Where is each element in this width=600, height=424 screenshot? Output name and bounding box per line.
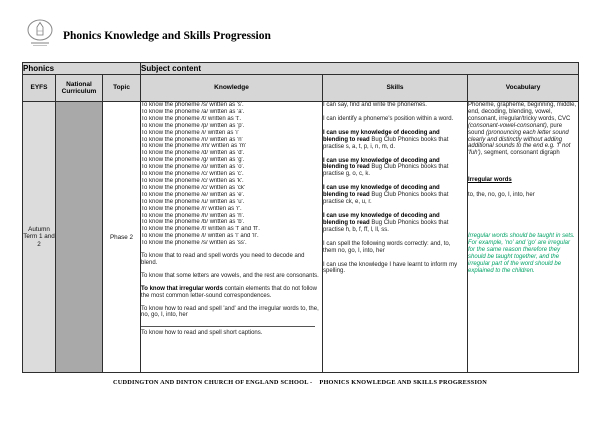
skills-bold-lead: I can use my knowledge of decoding and blending to read [323, 185, 440, 199]
skills-paragraph [323, 158, 465, 179]
cell-knowledge [141, 102, 323, 373]
phoneme-line: To know the phoneme /s/ written as 's'. [141, 102, 244, 108]
skills-text: Bug Club Phonics books that practise h, b, f, ff, l, ll, ss. [323, 219, 449, 233]
phoneme-line: To know the phoneme /c/ written as 'c'. [141, 171, 244, 178]
cell-national-curriculum [56, 102, 103, 373]
col-header-skills: Skills [323, 75, 468, 102]
phoneme-line: To know the phoneme /t/ written as 't'. [141, 115, 242, 122]
irregular-words-note: Irregular words should be taught in sets. For example, 'no' and 'go' are irregular for the same reason therefore they should be taught together, and the irregular part of the word should be explained to the children. [468, 233, 575, 274]
phoneme-line: To know the phoneme /b/ written as 'b'. [141, 219, 245, 226]
group-header-row [23, 63, 579, 75]
col-header-eyfs: EYFS [23, 75, 56, 102]
col-header-knowledge: Knowledge [141, 75, 323, 102]
vocab-segment: Phoneme, grapheme, beginning, middle, end, decoding, blending, vowel, consonant, irregular/tricky words, CVC [468, 102, 577, 122]
phoneme-line: To know the phoneme /d/ written as 'd'. [141, 150, 245, 157]
table-row [23, 102, 579, 373]
col-header-topic: Topic [103, 75, 141, 102]
skills-paragraph [323, 130, 465, 151]
phonics-progression-table [22, 62, 579, 373]
phoneme-line: To know the phoneme /u/ written as 'u'. [141, 198, 245, 205]
skills-bold-lead: I can use my knowledge of decoding and blending to read [323, 212, 440, 226]
page-title: Phonics Knowledge and Skills Progression [63, 30, 271, 42]
phoneme-line: To know the phoneme /o/ written as 'o'. [141, 164, 245, 171]
skills-paragraph [323, 213, 465, 234]
vocab-segment: , pure sound [468, 122, 563, 136]
skills-text: Bug Club Phonics books that practise s, a, t, p, i, n, m, d. [323, 136, 449, 150]
phoneme-line: To know the phoneme /s/ written as 'ss'. [141, 240, 247, 247]
skills-paragraph [323, 102, 465, 109]
phoneme-line: To know the phoneme /r/ written as 'r'. [141, 205, 242, 212]
vocab-segment: , segment, consonant digraph [480, 150, 560, 157]
skills-paragraph [323, 241, 465, 255]
column-header-row [23, 75, 579, 102]
phoneme-line: To know the phoneme /l/ written as 'l' and 'll'. [141, 233, 259, 240]
phoneme-line: To know the phoneme /n/ written as 'n' [141, 136, 243, 143]
cell-skills [323, 102, 468, 373]
phoneme-line: To know the phoneme /a/ written as 'a'. [141, 108, 245, 115]
phoneme-line: To know the phoneme /c/ written as 'k'. [141, 177, 244, 184]
page-footer: CUDDINGTON AND DINTON CHURCH OF ENGLAND SCHOOL - PHONICS KNOWLEDGE AND SKILLS PROGRESSION [113, 379, 487, 386]
irregular-words-heading: Irregular words [468, 177, 512, 184]
skills-text: I can spell the following words correctly: and, to, them no, go, I, into, her [323, 240, 451, 254]
skills-bold-lead: I can use my knowledge of decoding and blending to read [323, 157, 440, 171]
header-subject-content: Subject content [141, 63, 579, 75]
skills-paragraph-list [323, 102, 467, 275]
header-phonics: Phonics [23, 63, 141, 75]
school-crest-icon [22, 18, 58, 50]
skills-bold-lead: I can use my knowledge of decoding and blending to read [323, 129, 440, 143]
skills-text: I can say, find and write the phonemes. [323, 102, 427, 108]
knowledge-irregular-bold: To know that irregular words [141, 285, 223, 292]
phoneme-line: To know the phoneme /c/ written as 'ck' [141, 184, 246, 191]
cell-vocabulary [468, 102, 579, 373]
phoneme-line: To know the phoneme /m/ written as 'm' [141, 143, 247, 150]
skills-text: Bug Club Phonics books that practise ck, e, u, r. [323, 192, 449, 206]
skills-paragraph [323, 116, 465, 123]
skills-text: Bug Club Phonics books that practise g, o, c, k. [323, 164, 449, 178]
phoneme-line: To know the phoneme /f/ written as 'f' and 'ff'. [141, 226, 260, 233]
knowledge-paragraph-read-spell: To know how to read and spell 'and' and the irregular words to, the, no, go, I, into, her [141, 305, 319, 319]
knowledge-paragraph-vowels: To know that some letters are vowels, and the rest are consonants. [141, 272, 319, 279]
phoneme-line: To know the phoneme /g/ written as 'g'. [141, 157, 245, 164]
vocab-segment-italic: (pronouncing each letter sound clearly and distinctly without adding additional sounds to the end e.g. 'f' not 'fuh') [468, 129, 571, 157]
phoneme-line: To know the phoneme /p/ written as 'p'. [141, 122, 245, 129]
knowledge-paragraph-captions: To know how to read and spell short captions. [141, 326, 315, 337]
skills-paragraph [323, 185, 465, 206]
vocab-segment-italic: (consonant-vowel-consonant) [468, 122, 547, 129]
phoneme-line: To know the phoneme /h/ written as 'h'. [141, 212, 245, 219]
skills-text: I can identify a phoneme's position within a word. [323, 115, 454, 122]
knowledge-irregular-rest: contain elements that do not follow the most common letter-sound correspondences. [141, 285, 317, 299]
knowledge-paragraph-irregular [141, 286, 320, 300]
phoneme-line: To know the phoneme /i/ written as 'i' [141, 129, 239, 136]
irregular-words-list: to, the, no, go, I, into, her [468, 192, 535, 199]
col-header-national-curriculum: National Curriculum [56, 75, 103, 102]
col-header-vocabulary: Vocabulary [468, 75, 579, 102]
skills-paragraph [323, 262, 465, 276]
skills-text: I can use the knowledge I have learnt to inform my spelling. [323, 261, 458, 275]
cell-eyfs-term: Autumn Term 1 and 2 [23, 102, 56, 373]
phoneme-line-list [141, 102, 322, 247]
cell-topic-phase: Phase 2 [103, 102, 141, 373]
vocabulary-term-list [468, 102, 577, 157]
phoneme-line: To know the phoneme /e/ written as 'e'. [141, 191, 245, 198]
knowledge-paragraph-decode: To know that to read and spell words you need to decode and blend. [141, 253, 305, 266]
